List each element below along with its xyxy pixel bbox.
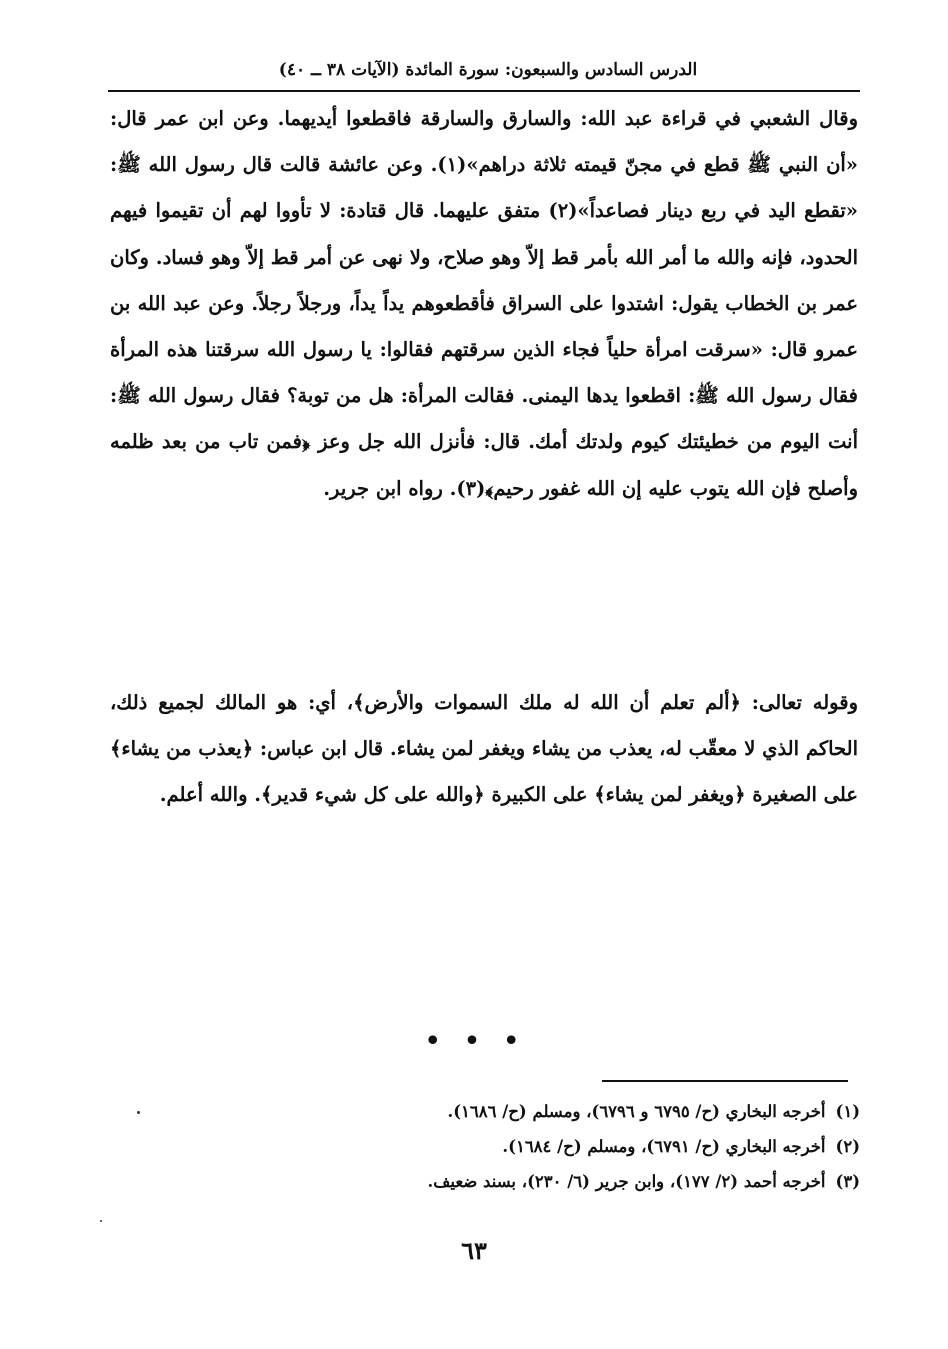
scan-speck <box>100 1220 102 1222</box>
footnote-text: أخرجه أحمد (٢/ ١٧٧)، وابن جرير (٦/ ٢٣٠)، بسند ضعيف. <box>427 1172 826 1191</box>
footnote-rule <box>602 1080 848 1082</box>
paragraph-2-lead: وقوله تعالى: <box>751 691 858 714</box>
footnote-mark: (٣) <box>835 1172 860 1191</box>
body-paragraph-2 <box>110 680 858 819</box>
scan-speck <box>137 1111 140 1114</box>
footnote-2 <box>300 1129 860 1164</box>
footnote-mark: (٢) <box>835 1137 860 1156</box>
body-paragraph-1: وقال الشعبي في قراءة عبد الله: والسارق والسارقة فاقطعوا أيديهما. وعن ابن عمر قال: «أن النبي ﷺ قطع في مجنّ قيمته ثلاثة دراهم»(١). وعن عائشة قالت قال رسول الله ﷺ: «تقطع اليد في ربع دينار فصاعداً»(٢) متفق عليهما. قال قتادة: لا تأووا لهم أن تقيموا فيهم الحدود، فإنه والله ما أمر الله بأمر قط إلاّ وهو صلاح، ولا نهى عن أمر قط إلاّ وهو فساد. وكان عمر بن الخطاب يقول: اشتدوا على السراق فأقطعوهم يداً يداً، ورجلاً رجلاً. وعن عبد الله بن عمرو قال: «سرقت امرأة حلياً فجاء الذين سرقتهم فقالوا: يا رسول الله سرقتنا هذه المرأة فقال رسول الله ﷺ: اقطعوا يدها اليمنى. فقالت المرأة: هل من توبة؟ فقال رسول الله ﷺ: أنت اليوم من خطيئتك كيوم ولدتك أمك. قال: فأنزل الله جل وعز ﴿فمن تاب من بعد ظلمه وأصلح فإن الله يتوب عليه إن الله غفور رحيم﴾(٣). رواه ابن جرير. <box>110 107 858 500</box>
footnotes <box>300 1094 860 1199</box>
section-separator: • • • <box>423 1024 527 1059</box>
footnote-mark: (١) <box>835 1102 860 1121</box>
footnote-text: أخرجه البخاري (ح/ ٦٧٩٥ و ٦٧٩٦)، ومسلم (ح/ ١٦٨٦). <box>447 1102 826 1121</box>
footnote-1 <box>300 1094 860 1129</box>
running-header: الدرس السادس والسبعون: سورة المائدة (الآيات ٣٨ ــ ٤٠) <box>278 60 698 80</box>
paragraph-2-text: ﴿ألم تعلم أن الله له ملك السموات والأرض﴾، أي: هو المالك لجميع ذلك، الحاكم الذي لا معقّب له، يعذب من يشاء ويغفر لمن يشاء. قال ابن عباس: ﴿يعذب من يشاء﴾ على الصغيرة ﴿ويغفر لمن يشاء﴾ على الكبيرة ﴿والله على كل شيء قدير﴾. والله أعلم. <box>110 691 858 807</box>
page-number: ٦٣ <box>461 1236 487 1265</box>
footnote-3 <box>300 1164 860 1199</box>
footnote-text: أخرجه البخاري (ح/ ٦٧٩١)، ومسلم (ح/ ١٦٨٤). <box>502 1137 826 1156</box>
header-rule <box>108 90 860 92</box>
